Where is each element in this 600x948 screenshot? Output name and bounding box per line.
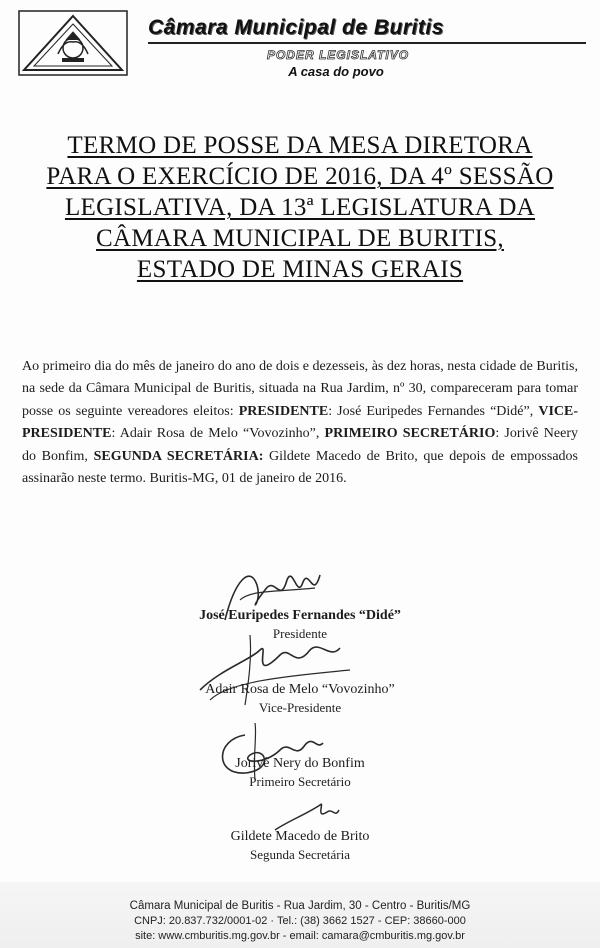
body-text-closing: Gildete Macedo de Brito, que depois de empossados assinarão neste termo. Buritis-MG, 01 de janeiro de 2016. bbox=[22, 448, 578, 487]
body-paragraph bbox=[22, 356, 578, 490]
title-line: LEGISLATIVA, DA 13ª LEGISLATURA DA bbox=[64, 194, 536, 221]
label-first-secretary: PRIMEIRO SECRETÁRIO bbox=[324, 426, 496, 442]
title-line: TERMO DE POSSE DA MESA DIRETORA bbox=[67, 132, 533, 159]
signatory-name: Adair Rosa de Melo “Vovozinho” bbox=[205, 682, 395, 697]
footer bbox=[0, 882, 600, 940]
body-text-intro: Ao primeiro dia do mês de janeiro do ano de dois e dezesseis, às dez horas, nesta cidade de Buritis, na sede da Câmara Municipal de Buritis, situada na Rua Jardim, nº 30, compareceram para tomar posse os seguinte vereadores eleitos: bbox=[22, 359, 578, 419]
signatory-role: Primeiro Secretário bbox=[249, 774, 351, 789]
footer-contact: CNPJ: 20.837.732/0001-02 · Tel.: (38) 3662 1527 - CEP: 38660-000 bbox=[134, 915, 466, 927]
label-president: PRESIDENTE bbox=[238, 403, 329, 419]
title-line: PARA O EXERCÍCIO DE 2016, DA 4º SESSÃO bbox=[46, 163, 554, 190]
title-line: CÂMARA MUNICIPAL DE BURITIS, bbox=[96, 225, 504, 252]
signatory-role: Segunda Secretária bbox=[250, 847, 350, 862]
title-line: ESTADO DE MINAS GERAIS bbox=[136, 256, 464, 283]
signature-block-second-secretary bbox=[0, 828, 600, 863]
signatory-name: Jorivê Nery do Bonfim bbox=[235, 756, 365, 771]
label-second-secretary: SEGUNDA SECRETÁRIA: bbox=[93, 448, 264, 464]
signatory-role: Vice-Presidente bbox=[258, 700, 342, 715]
body-text-president: : José Euripedes Fernandes “Didé”, bbox=[328, 403, 539, 419]
label-vice-president: VICE-PRESIDENTE bbox=[22, 403, 578, 442]
institution-name: Câmara Municipal de Buritis bbox=[148, 16, 444, 39]
footer-address: Câmara Municipal de Buritis - Rua Jardim, 30 - Centro - Buritis/MG bbox=[129, 900, 471, 912]
signatory-name: Gildete Macedo de Brito bbox=[230, 829, 370, 844]
header-divider bbox=[148, 42, 586, 44]
signatory-name: José Euripedes Fernandes “Didé” bbox=[199, 608, 401, 623]
header-subtitle: PODER LEGISLATIVO bbox=[266, 48, 410, 62]
footer-web: site: www.cmburitis.mg.gov.br - email: camara@cmburitis.mg.gov.br bbox=[135, 930, 465, 942]
signatory-role: Presidente bbox=[272, 626, 328, 641]
header-motto: A casa do povo bbox=[288, 64, 384, 79]
body-text-first-secretary: : Jorivê Neery do Bonfim, bbox=[22, 426, 578, 464]
signature-block-vice-president bbox=[0, 681, 600, 716]
signature-block-president bbox=[0, 607, 600, 642]
body-text-vice: : Adair Rosa de Melo “Vovozinho”, bbox=[111, 426, 325, 442]
signature-block-first-secretary bbox=[0, 755, 600, 790]
document-title bbox=[20, 130, 580, 285]
